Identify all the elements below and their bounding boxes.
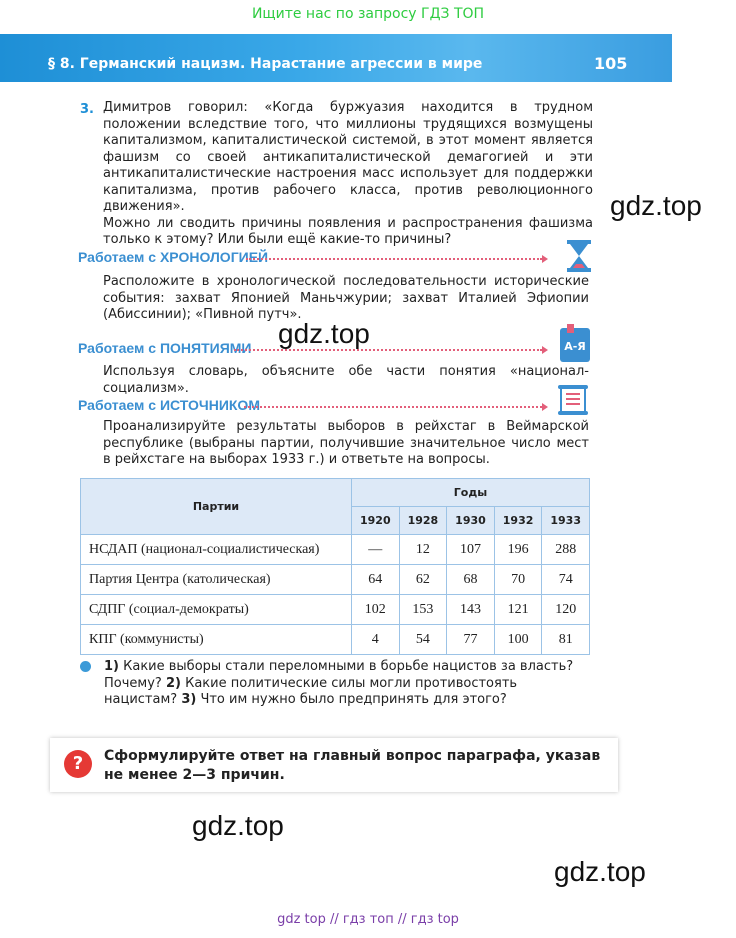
question-2-number: 2)	[165, 675, 181, 691]
seat-count: 4	[352, 625, 400, 655]
seat-count: 81	[542, 625, 590, 655]
source-divider	[244, 406, 542, 408]
seat-count: 196	[494, 535, 542, 565]
election-results-table	[80, 478, 590, 655]
concepts-task: Используя словарь, объясните обе части понятия «национал-социализм».	[103, 364, 589, 396]
top-search-link[interactable]: Ищите нас по запросу ГДЗ ТОП	[251, 6, 485, 22]
scroll-icon	[556, 384, 590, 416]
table-row	[81, 595, 590, 625]
source-arrow-icon	[542, 403, 548, 411]
seat-count: 100	[494, 625, 542, 655]
hourglass-icon	[564, 239, 594, 273]
source-heading: Работаем с ИСТОЧНИКОМ	[78, 397, 260, 413]
chronology-heading: Работаем с ХРОНОЛОГИЕЙ	[78, 249, 269, 265]
seat-count: 143	[447, 595, 495, 625]
seat-count: 153	[399, 595, 447, 625]
question-number: 3.	[80, 102, 94, 117]
watermark: gdz.top	[192, 810, 284, 841]
footer-links[interactable]: gdz top // гдз топ // гдз top	[277, 912, 459, 927]
seat-count: 107	[447, 535, 495, 565]
question-3-text	[103, 100, 593, 249]
seat-count: 74	[542, 565, 590, 595]
questions-list	[104, 659, 590, 709]
seat-count: 54	[399, 625, 447, 655]
party-name: КПГ (коммунисты)	[81, 625, 352, 655]
watermark: gdz.top	[278, 318, 370, 349]
seat-count: 102	[352, 595, 400, 625]
party-name: НСДАП (национал-социалистическая)	[81, 535, 352, 565]
table-row	[81, 565, 590, 595]
seat-count: —	[352, 535, 400, 565]
dictionary-icon: А-Я	[560, 328, 590, 362]
paragraph-title: § 8. Германский нацизм. Нарастание агрессии в мире	[48, 56, 483, 72]
bullet-icon	[80, 661, 91, 672]
concepts-heading: Работаем с ПОНЯТИЯМИ	[78, 340, 252, 356]
party-name: Партия Центра (католическая)	[81, 565, 352, 595]
seat-count: 68	[447, 565, 495, 595]
year-header: 1932	[494, 507, 542, 535]
year-header: 1928	[399, 507, 447, 535]
question-mark-icon: ?	[64, 750, 92, 778]
seat-count: 64	[352, 565, 400, 595]
question-1-text: Какие выборы стали переломными в борьбе нацистов за власть? Почему?	[104, 659, 574, 691]
seat-count: 12	[399, 535, 447, 565]
main-question-text: Сформулируйте ответ на главный вопрос параграфа, указав не менее 2—3 причин.	[104, 748, 601, 783]
table-row	[81, 535, 590, 565]
watermark: gdz.top	[610, 190, 702, 221]
party-column-header: Партии	[81, 479, 352, 535]
seat-count: 288	[542, 535, 590, 565]
year-header: 1930	[447, 507, 495, 535]
party-name: СДПГ (социал-демократы)	[81, 595, 352, 625]
chronology-arrow-icon	[542, 255, 548, 263]
seat-count: 120	[542, 595, 590, 625]
watermark: gdz.top	[554, 856, 646, 887]
question-3-text: Что им нужно было предпринять для этого?	[196, 692, 507, 707]
concepts-arrow-icon	[542, 346, 548, 354]
chronology-task: Расположите в хронологической последовательности исторические события: захват Японией Маньчжурии; захват Италией Эфиопии (Абиссинии); «Пивной путч».	[103, 274, 589, 322]
year-header: 1920	[352, 507, 400, 535]
seat-count: 77	[447, 625, 495, 655]
question-3-number: 3)	[181, 692, 197, 707]
question-1-number: 1)	[104, 659, 119, 674]
table-row	[81, 625, 590, 655]
source-task: Проанализируйте результаты выборов в рейхстаг в Веймарской республике (выбраны партии, получившие значительное число мест в рейхстаге на выборах 1933 г.) и ответьте на вопросы.	[103, 419, 589, 467]
bookmark-icon	[567, 324, 574, 333]
question-3-prompt: Можно ли сводить причины появления и распространения фашизма только к этому? Или были ещё какие-то причины?	[103, 215, 593, 247]
dimitrov-quote: Димитров говорил: «Когда буржуазия находится в трудном положении вследствие того, что миллионы трудящихся возмущены капитализмом, капиталистической системой, в этот момент является фашизм со своей антикапиталистической демагогией и эти антикапиталистические настроения масс использует для поддержки капитализма, против рабочего класса, против революционного движения».	[103, 100, 593, 214]
years-column-header: Годы	[352, 479, 590, 507]
chronology-divider	[246, 258, 542, 260]
year-header: 1933	[542, 507, 590, 535]
seat-count: 70	[494, 565, 542, 595]
seat-count: 121	[494, 595, 542, 625]
seat-count: 62	[399, 565, 447, 595]
page-number: 105	[594, 54, 628, 73]
question-2-text: Какие политические силы могли противостоять нацистам?	[104, 675, 518, 707]
